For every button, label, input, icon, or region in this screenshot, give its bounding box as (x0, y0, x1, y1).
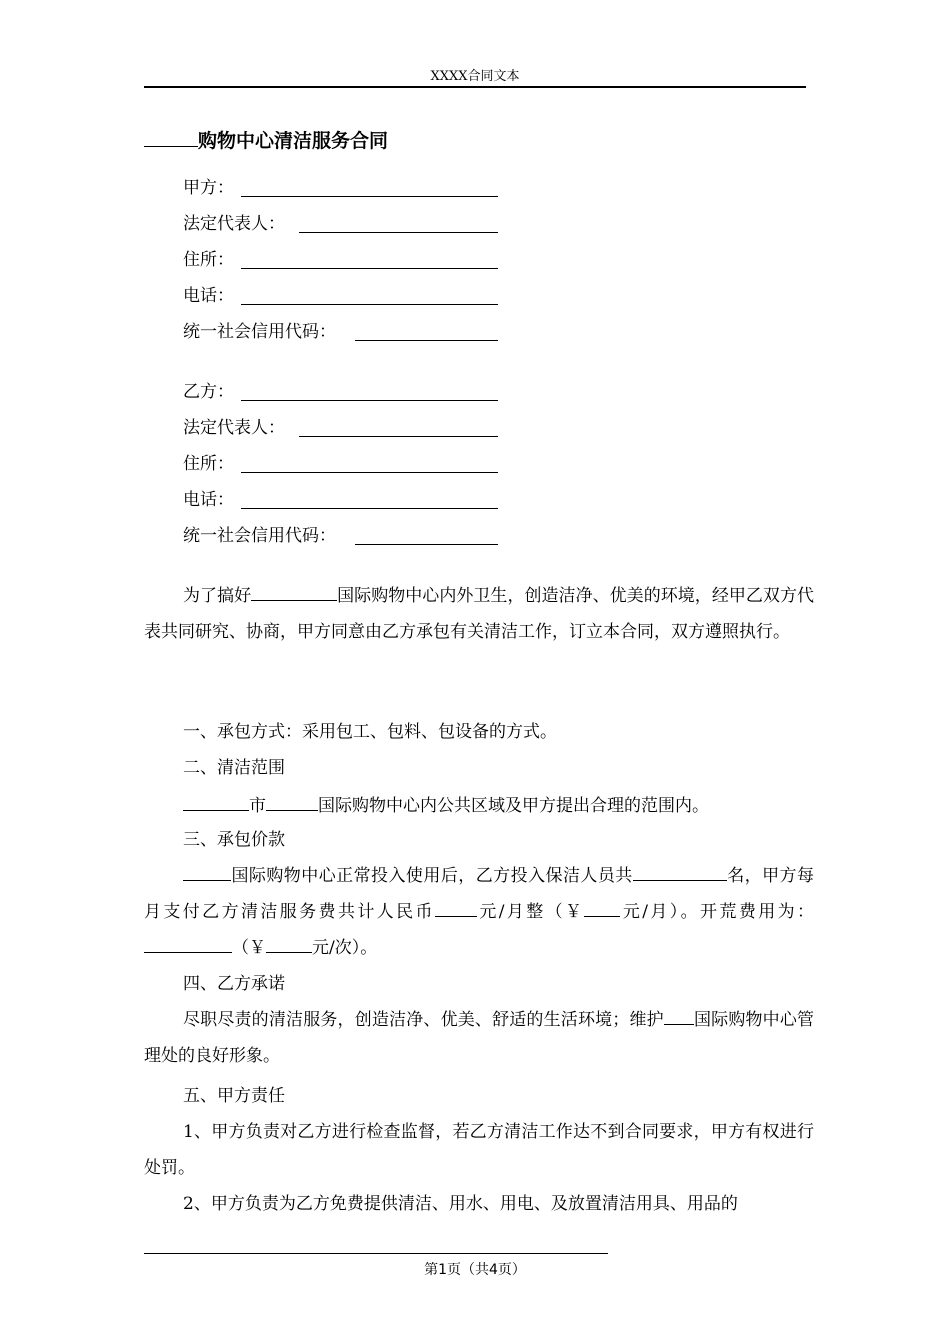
section-4-text-b: 国际购物中心管理处的良好形象。 (144, 1010, 815, 1066)
header-rule (144, 86, 806, 88)
party-a-address-blank (241, 248, 498, 269)
section-3-body (144, 858, 814, 966)
intro-paragraph (144, 578, 814, 650)
section-3-text-c: 元/月整（￥ (476, 902, 585, 922)
intro-blank (251, 582, 337, 601)
section-5-title: 五、甲方责任 (183, 1086, 285, 1106)
district-blank (266, 792, 318, 811)
party-a-address-label: 住所： (183, 250, 234, 270)
title-text: 购物中心清洁服务合同 (198, 130, 389, 152)
party-b-rep-blank (299, 416, 498, 437)
footer-rule (144, 1253, 608, 1254)
city-label: 市 (249, 796, 266, 816)
section-3-text-e: （￥ (232, 938, 266, 958)
party-a-phone-label: 电话： (183, 286, 234, 306)
section-3-text-a: 国际购物中心正常投入使用后，乙方投入保洁人员共 (231, 866, 633, 886)
section-4-blank (664, 1006, 694, 1025)
section-3-text-d: 元/月）。开荒费用为： (620, 902, 815, 922)
party-b-credit-blank (355, 524, 498, 545)
section-3-text-b: 名，甲方每月支付乙方清洁服务费共计人民币 (144, 866, 815, 922)
intro-text-1: 为了搞好 (183, 586, 252, 606)
party-a-credit-blank (355, 320, 498, 341)
section-2-title: 二、清洁范围 (183, 758, 285, 778)
section-3-text-f: 元/次）。 (312, 938, 378, 958)
title-blank (144, 126, 198, 147)
section-5-item-2: 2、甲方负责为乙方免费提供清洁、用水、用电、及放置清洁用具、用品的 (183, 1194, 738, 1214)
party-a-phone-blank (241, 284, 498, 305)
party-a-rep-row (183, 212, 285, 236)
section-4-body (144, 1002, 814, 1074)
party-a-name-row (183, 176, 234, 200)
intro-text-2: 国际购物中心内外卫生，创造洁净、优美的环境，经甲乙双方代表共同研究、协商，甲方同意由乙方承包有关清洁工作，订立本合同，双方遵照执行。 (144, 586, 814, 642)
city-blank (183, 792, 249, 811)
section-5-item-1: 1、甲方负责对乙方进行检查监督，若乙方清洁工作达不到合同要求，甲方有权进行处罚。 (144, 1122, 814, 1178)
party-a-address-row (183, 248, 234, 272)
staff-count-blank (633, 862, 727, 881)
party-b-phone-blank (241, 488, 498, 509)
contract-title (144, 126, 388, 154)
party-b-credit-label: 统一社会信用代码： (183, 526, 336, 546)
section-4-text-a: 尽职尽责的清洁服务，创造洁净、优美、舒适的生活环境；维护 (183, 1010, 664, 1030)
page-header: XXXX合同文本 (430, 69, 520, 84)
mall-name-blank (183, 862, 231, 881)
party-a-rep-blank (299, 212, 498, 233)
party-b-address-blank (241, 452, 498, 473)
party-b-name-blank (241, 380, 498, 401)
party-b-phone-label: 电话： (183, 490, 234, 510)
party-b-phone-row (183, 488, 234, 512)
party-a-credit-label: 统一社会信用代码： (183, 322, 336, 342)
party-b-address-row (183, 452, 234, 476)
party-b-address-label: 住所： (183, 454, 234, 474)
section-1: 一、承包方式：采用包工、包料、包设备的方式。 (183, 722, 557, 742)
party-a-name-label: 甲方： (183, 178, 234, 198)
party-a-credit-row (183, 320, 336, 344)
party-b-name-row (183, 380, 234, 404)
section-2-body (183, 792, 709, 818)
party-b-name-label: 乙方： (183, 382, 234, 402)
monthly-fee-blank (435, 898, 477, 917)
party-a-name-blank (241, 176, 498, 197)
section-2-text: 国际购物中心内公共区域及甲方提出合理的范围内。 (318, 796, 709, 816)
party-b-rep-row (183, 416, 285, 440)
monthly-fee-number-blank (584, 898, 620, 917)
section-4-title: 四、乙方承诺 (183, 974, 285, 994)
party-b-credit-row (183, 524, 336, 548)
party-b-rep-label: 法定代表人： (183, 418, 285, 438)
cleanup-fee-number-blank (266, 934, 312, 953)
party-a-phone-row (183, 284, 234, 308)
page-number: 第1页（共4页） (424, 1262, 526, 1278)
party-a-rep-label: 法定代表人： (183, 214, 285, 234)
cleanup-fee-blank (144, 934, 232, 953)
section-3-title: 三、承包价款 (183, 830, 285, 850)
